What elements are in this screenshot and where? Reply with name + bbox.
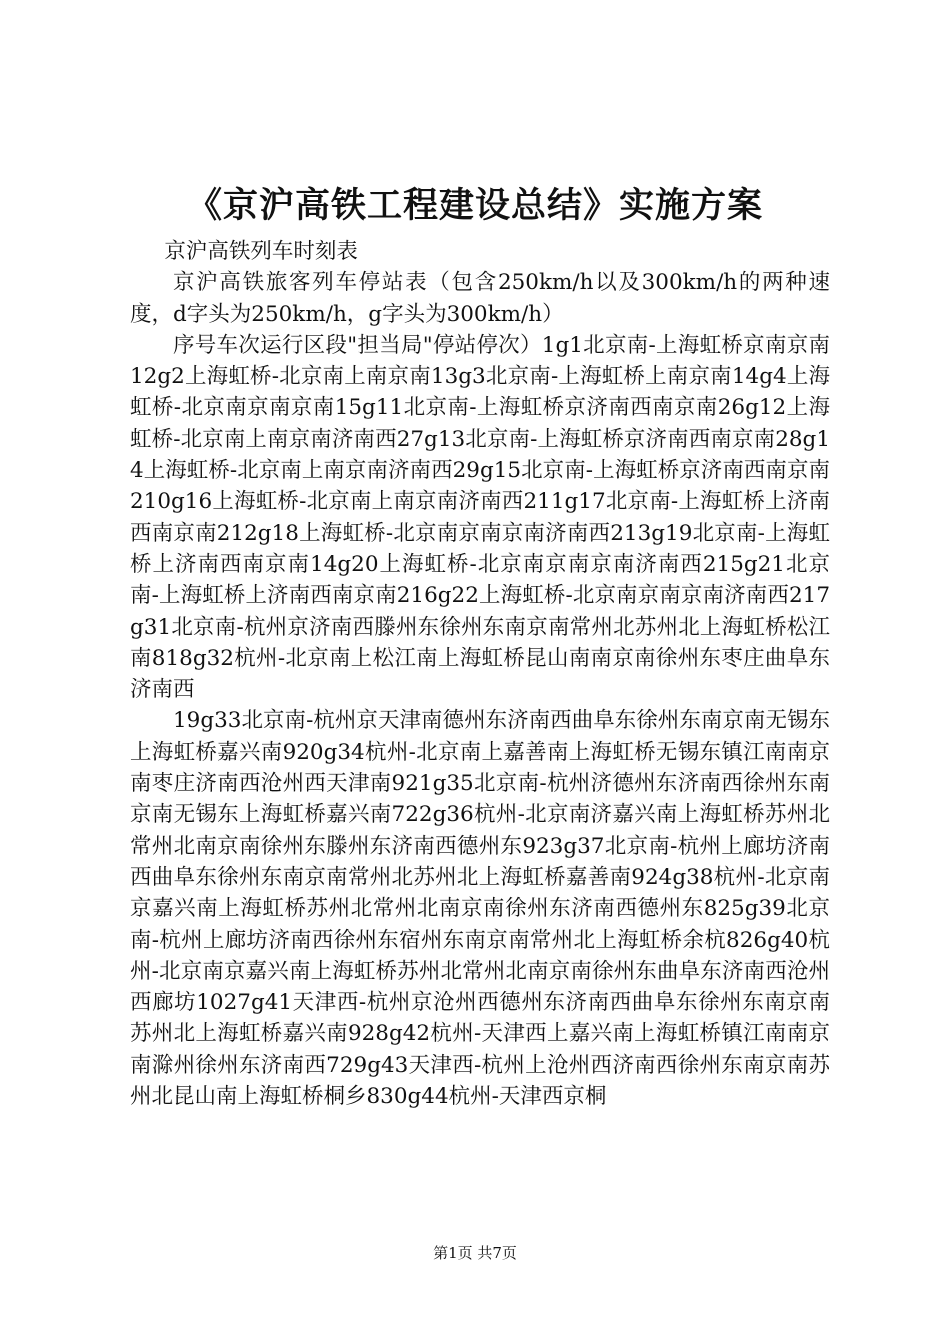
paragraph-timetable-heading: 京沪高铁列车时刻表 (164, 239, 358, 264)
document-body (130, 236, 830, 1112)
paragraph-schedule-part-1: 序号车次运行区段"担当局"停站停次）1g1北京南-上海虹桥京南京南12g2上海虹桥-北京南上南京南13g3北京南-上海虹桥上南京南14g4上海虹桥-北京南京南京南15g11北京南-上海虹桥京济南西南京南26g12上海虹桥-北京南上南京南济南西27g13北京南-上海虹桥京济南西南京南28g14上海虹桥-北京南上南京南济南西29g15北京南-上海虹桥京济南西南京南210g16上海虹桥-北京南上南京南济南西211g17北京南-上海虹桥上济南西南京南212g18上海虹桥-北京南京南京南济南西213g19北京南-上海虹桥上济南西南京南14g20上海虹桥-北京南京南京南济南西215g21北京南-上海虹桥上济南西南京南216g22上海虹桥-北京南京南京南济南西217g31北京南-杭州京济南西滕州东徐州东南京南常州北苏州北上海虹桥松江南818g32杭州-北京南上松江南上海虹桥昆山南南京南徐州东枣庄曲阜东济南西 (130, 332, 830, 703)
document-title: 《京沪高铁工程建设总结》实施方案 (186, 185, 763, 226)
paragraph-schedule-part-2: 19g33北京南-杭州京天津南德州东济南西曲阜东徐州东南京南无锡东上海虹桥嘉兴南920g34杭州-北京南上嘉善南上海虹桥无锡东镇江南南京南枣庄济南西沧州西天津南921g35北京南-杭州济德州东济南西徐州东南京南无锡东上海虹桥嘉兴南722g36杭州-北京南济嘉兴南上海虹桥苏州北常州北南京南徐州东滕州东济南西德州东923g37北京南-杭州上廊坊济南西曲阜东徐州东南京南常州北苏州北上海虹桥嘉善南924g38杭州-北京南京嘉兴南上海虹桥苏州北常州北南京南徐州东济南西德州东825g39北京南-杭州上廊坊济南西徐州东宿州东南京南常州北上海虹桥余杭826g40杭州-北京南京嘉兴南上海虹桥苏州北常州北南京南徐州东曲阜东济南西沧州西廊坊1027g41天津西-杭州京沧州西德州东济南西曲阜东徐州东南京南苏州北上海虹桥嘉兴南928g42杭州-天津西上嘉兴南上海虹桥镇江南南京南滁州徐州东济南西729g43天津西-杭州上沧州西济南西徐州东南京南苏州北昆山南上海虹桥桐乡830g44杭州-天津西京桐 (130, 708, 830, 1110)
page-footer: 第1页 共7页 (433, 1244, 517, 1262)
paragraph-intro: 京沪高铁旅客列车停站表（包含250km/h以及300km/h的两种速度，d字头为250km/h，g字头为300km/h） (130, 270, 830, 327)
